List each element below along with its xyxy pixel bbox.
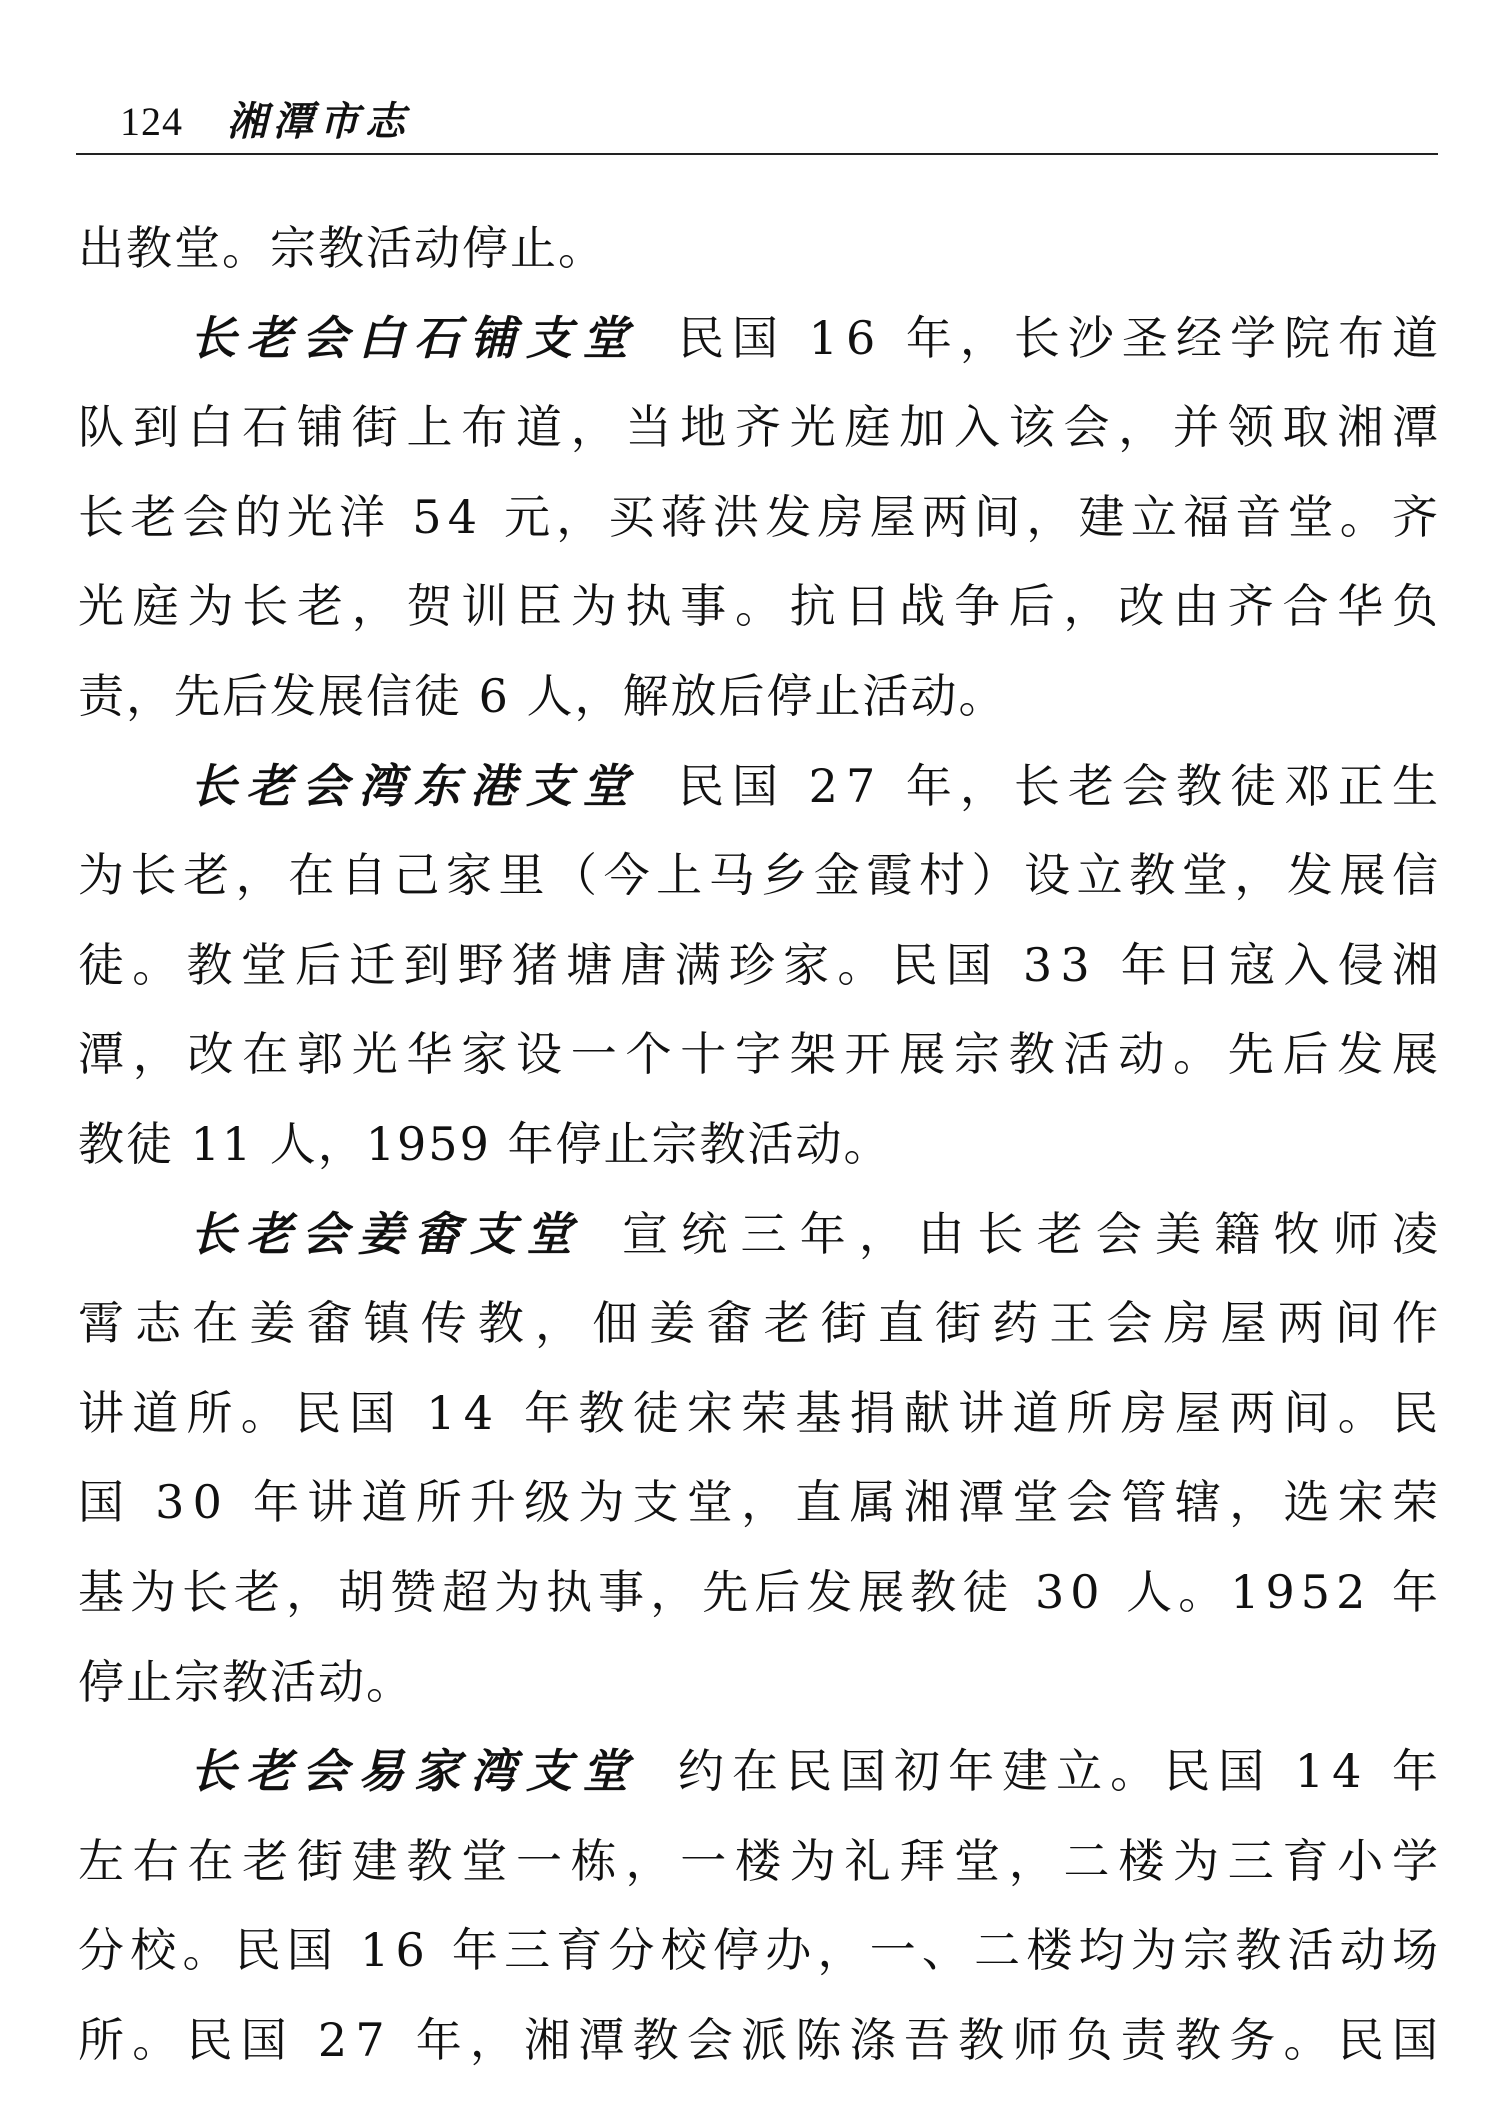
book-title: 湘潭市志 xyxy=(227,98,411,145)
entry-title: 长老会湾东港支堂 xyxy=(190,758,638,813)
text-line xyxy=(78,1458,1447,1548)
line-text: 徒。教堂后迁到野猪塘唐满珍家。民国 33 年日寇入侵湘 xyxy=(78,937,1447,992)
line-text: 所。民国 27 年，湘潭教会派陈涤吾教师负责教务。民国 xyxy=(78,2012,1447,2067)
line-text: 讲道所。民国 14 年教徒宋荣基捐献讲道所房屋两间。民 xyxy=(78,1385,1447,1440)
line-text: 民国 16 年，长沙圣经学院布道 xyxy=(678,310,1447,365)
text-line xyxy=(78,562,1447,652)
line-text: 宣统三年，由长老会美籍牧师凌 xyxy=(622,1206,1452,1261)
text-line xyxy=(78,383,1447,473)
line-text: 基为长老，胡赞超为执事，先后发展教徒 30 人。1952 年 xyxy=(78,1564,1445,1619)
entry-title: 长老会姜畬支堂 xyxy=(190,1206,582,1261)
page-number: 124 xyxy=(120,99,183,144)
line-text: 国 30 年讲道所升级为支堂，直属湘潭堂会管辖，选宋荣 xyxy=(78,1475,1447,1530)
text-line xyxy=(78,473,1445,563)
entry-first-line xyxy=(78,1190,1452,1280)
text-line xyxy=(78,1817,1447,1907)
line-text: 约在民国初年建立。民国 14 年 xyxy=(678,1744,1447,1799)
text-line xyxy=(78,1548,1445,1638)
line-text: 停止宗教活动。 xyxy=(78,1654,414,1709)
text-line xyxy=(78,1906,1445,1996)
line-text: 为长老，在自己家里（今上马乡金霞村）设立教堂，发展信 xyxy=(78,848,1445,903)
text-line xyxy=(78,921,1447,1011)
line-text: 民国 27 年，长老会教徒邓正生 xyxy=(678,758,1447,813)
text-line xyxy=(78,1638,1438,1728)
text-line xyxy=(78,652,1438,742)
text-line xyxy=(78,1996,1447,2086)
line-text: 责，先后发展信徒 6 人，解放后停止活动。 xyxy=(78,668,1007,723)
line-text: 光庭为长老，贺训臣为执事。抗日战争后，改由齐合华负 xyxy=(78,579,1447,634)
line-text: 队到白石铺街上布道，当地齐光庭加入该会，并领取湘潭 xyxy=(78,400,1447,455)
entry-title: 长老会易家湾支堂 xyxy=(190,1744,638,1799)
entry-first-line xyxy=(78,1727,1447,1817)
line-text: 霄志在姜畬镇传教，佃姜畬老街直街药王会房屋两间作 xyxy=(78,1296,1450,1351)
body-text xyxy=(78,204,1452,2085)
text-line xyxy=(78,1010,1447,1100)
text-line xyxy=(78,1100,1438,1190)
entry-first-line xyxy=(78,742,1447,832)
running-head xyxy=(120,82,411,145)
text-line xyxy=(78,1369,1447,1459)
text-line xyxy=(78,831,1445,921)
line-text: 长老会的光洋 54 元，买蒋洪发房屋两间，建立福音堂。齐 xyxy=(78,489,1445,544)
entry-title: 长老会白石铺支堂 xyxy=(190,310,638,365)
text-line xyxy=(78,204,1438,294)
line-text: 潭，改在郭光华家设一个十字架开展宗教活动。先后发展 xyxy=(78,1027,1447,1082)
line-text: 教徒 11 人，1959 年停止宗教活动。 xyxy=(78,1116,892,1171)
header-rule xyxy=(76,153,1438,155)
text-line xyxy=(78,1279,1450,1369)
line-text: 左右在老街建教堂一栋，一楼为礼拜堂，二楼为三育小学 xyxy=(78,1833,1447,1888)
line-text: 出教堂。宗教活动停止。 xyxy=(78,221,606,275)
line-text: 分校。民国 16 年三育分校停办，一、二楼均为宗教活动场 xyxy=(78,1923,1445,1978)
entry-first-line xyxy=(78,294,1447,384)
